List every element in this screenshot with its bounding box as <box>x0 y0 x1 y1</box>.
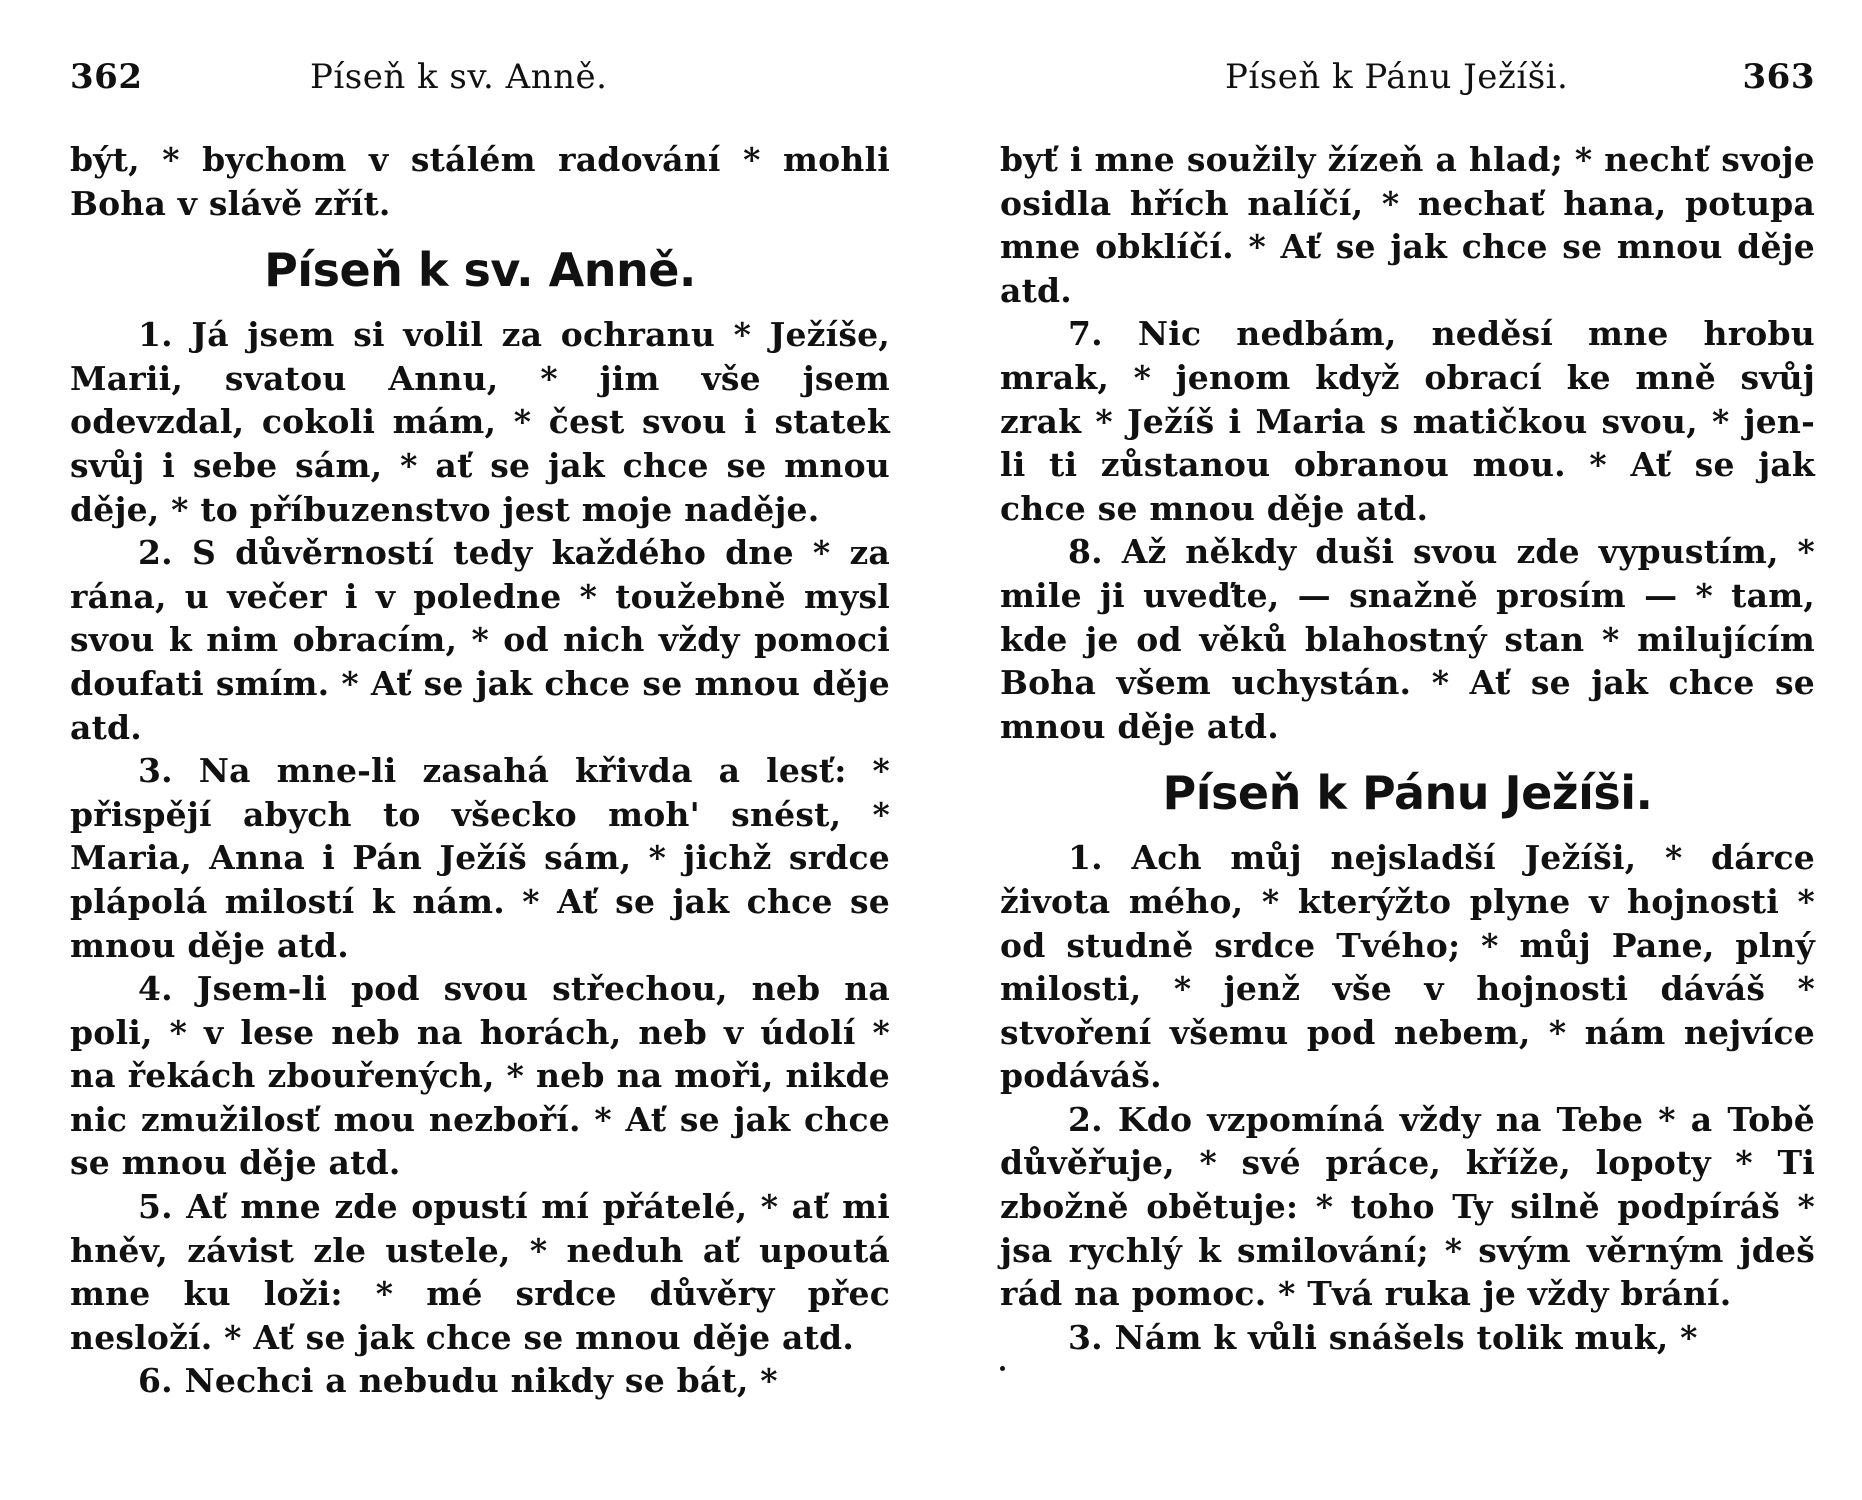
left-page-body <box>70 138 890 1403</box>
right-page-body <box>1000 138 1815 1359</box>
right-continuation-text: byť i mne soužily žízeň a hlad; * nechť svoje osidla hřích nalíčí, * nechať hana, potupa mne obklíčí. * Ať se jak chce se mnou děje atd. <box>1000 140 1815 310</box>
song-title-anna: Píseň k sv. Anně. <box>264 243 696 298</box>
verse: 7. Nic nedbám, neděsí mne hrobu mrak, * jenom když obrací ke mně svůj zrak * Ježíš i Maria s matičkou svou, * jen-li ti zůstanou obranou mou. * Ať se jak chce se mnou děje atd. <box>1000 314 1815 528</box>
verse: 4. Jsem-li pod svou střechou, neb na poli, * v lese neb na horách, neb v údolí * na řekách zbouřených, * neb na moři, nikde nic zmužilosť mou nezboří. * Ať se jak chce se mnou děje atd. <box>70 969 890 1183</box>
left-continuation-text: být, * bychom v stálém radování * mohli Boha v slávě zřít. <box>70 140 890 223</box>
left-running-title: Píseň k sv. Anně. <box>310 57 608 97</box>
verse: 3. Nám k vůli snášels tolik muk, * <box>1068 1317 1698 1357</box>
right-page-number: 363 <box>1742 57 1815 97</box>
verse: 2. S důvěrností tedy každého dne * za rána, u večer i v poledne * toužebně mysl svou k nim obracím, * od nich vždy pomoci doufati smím. * Ať se jak chce se mnou děje atd. <box>70 533 890 747</box>
verse: 1. Ach můj nejsladší Ježíši, * dárce života mého, * kterýžto plyne v hojnosti * od studně srdce Tvého; * můj Pane, plný milosti, * jenž vše v hojnosti dáváš * stvoření všemu pod nebem, * nám nejvíce podáváš. <box>1000 838 1815 1096</box>
verse: 6. Nechci a nebudu nikdy se bát, * <box>138 1361 778 1401</box>
verse: 8. Až někdy duši svou zde vypustím, * mile ji uveďte, — snažně prosím — * tam, kde je od věků blahostný stan * milujícím Boha všem uchystán. * Ať se jak chce se mnou děje atd. <box>1000 532 1815 746</box>
left-page <box>70 0 890 1500</box>
left-page-number: 362 <box>70 57 143 97</box>
verse: 3. Na mne-li zasahá křivda a lesť: * přispějí abych to všecko moh' snést, * Maria, Anna i Pán Ježíš sám, * jichž srdce plápolá milostí k nám. * Ať se jak chce se mnou děje atd. <box>70 751 890 965</box>
song-title-jesus: Píseň k Pánu Ježíši. <box>1162 766 1653 821</box>
right-page <box>1000 0 1815 1500</box>
print-speck <box>1000 1366 1005 1371</box>
verse: 1. Já jsem si volil za ochranu * Ježíše, Marii, svatou Annu, * jim vše jsem odevzdal, cokoli mám, * čest svou i statek svůj i sebe sám, * ať se jak chce se mnou děje, * to příbuzenstvo jest moje naděje. <box>70 315 890 529</box>
right-running-head <box>1000 52 1815 102</box>
left-running-head <box>70 52 890 102</box>
right-running-title: Píseň k Pánu Ježíši. <box>1225 57 1569 97</box>
verse: 2. Kdo vzpomíná vždy na Tebe * a Tobě důvěřuje, * své práce, kříže, lopoty * Ti zbožně obětuje: * toho Ty silně podpíráš * jsa rychlý k smilování; * svým věrným jdeš rád na pomoc. * Tvá ruka je vždy brání. <box>1000 1099 1815 1314</box>
verse: 5. Ať mne zde opustí mí přátelé, * ať mi hněv, závist zle ustele, * neduh ať upoutá mne ku loži: * mé srdce důvěry přec nesloží. * Ať se jak chce se mnou děje atd. <box>70 1187 890 1357</box>
